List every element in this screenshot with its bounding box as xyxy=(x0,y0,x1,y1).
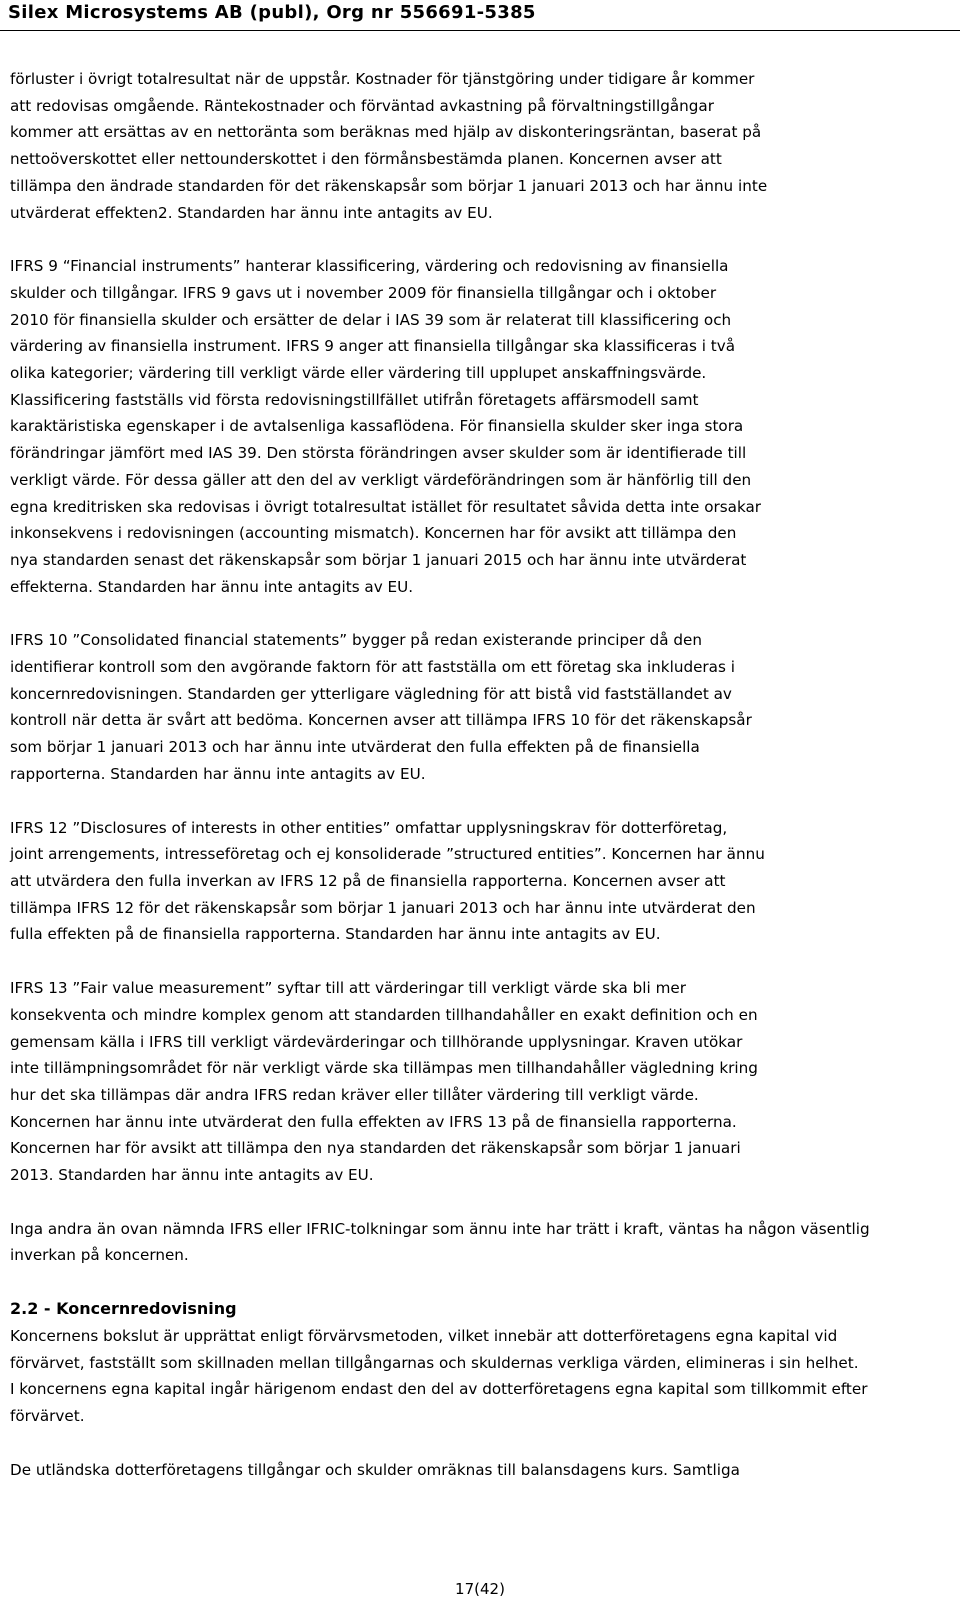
document-header: Silex Microsystems AB (publ), Org nr 556691-5385 xyxy=(8,2,536,23)
paragraph-ias19 xyxy=(10,66,955,226)
document-body xyxy=(10,66,955,1483)
text-line: verkligt värde. För dessa gäller att den del av verkligt värdeförändringen som är hänförlig till den xyxy=(10,470,752,489)
text-line: Klassificering fastställs vid första redovisningstillfället utifrån företagets affärsmodell samt xyxy=(10,390,699,409)
text-line: tillämpa den ändrade standarden för det räkenskapsår som börjar 1 januari 2013 och har ännu inte xyxy=(10,176,768,195)
text-line: förvärvet. xyxy=(10,1406,85,1425)
text-line: Koncernen har för avsikt att tillämpa den nya standarden det räkenskapsår som börjar 1 januari xyxy=(10,1139,741,1158)
text-line: fulla effekten på de finansiella rapporterna. Standarden har ännu inte antagits av EU. xyxy=(10,925,661,944)
text-line: inte tillämpningsområdet för när verkligt värde ska tillämpas men tillhandahåller vägledning kring xyxy=(10,1059,758,1078)
text-line: effekterna. Standarden har ännu inte antagits av EU. xyxy=(10,577,414,596)
page-number: 17(42) xyxy=(455,1580,505,1598)
text-line: nettoöverskottet eller nettounderskottet i den förmånsbestämda planen. Koncernen avser att xyxy=(10,150,722,169)
text-line: 2013. Standarden har ännu inte antagits av EU. xyxy=(10,1166,374,1185)
text-line: kommer att ersättas av en nettoränta som beräknas med hjälp av diskonteringsräntan, baserat på xyxy=(10,123,762,142)
text-line: förluster i övrigt totalresultat när de uppstår. Kostnader för tjänstgöring under tidigare år kommer xyxy=(10,70,755,88)
text-line: olika kategorier; värdering till verkligt värde eller värdering till upplupet anskaffningsvärde. xyxy=(10,364,707,383)
paragraph-ifrs12 xyxy=(10,815,955,949)
text-line: 2010 för finansiella skulder och ersätter de delar i IAS 39 som är relaterat till klassificering och xyxy=(10,310,732,329)
text-line: som börjar 1 januari 2013 och har ännu inte utvärderat den fulla effekten på de finansiella xyxy=(10,738,700,757)
paragraph-ifrs9 xyxy=(10,253,955,600)
text-line: inkonsekvens i redovisningen (accounting mismatch). Koncernen har för avsikt att tillämpa den xyxy=(10,524,737,543)
text-line: gemensam källa i IFRS till verkligt värdevärderingar och tillhörande upplysningar. Kraven utökar xyxy=(10,1032,743,1051)
text-line: Koncernens bokslut är upprättat enligt förvärvsmetoden, vilket innebär att dotterföretagens egna kapital vid xyxy=(10,1326,838,1345)
text-line: IFRS 13 ”Fair value measurement” syftar till att värderingar till verkligt värde ska bli mer xyxy=(10,979,686,998)
text-line: De utländska dotterföretagens tillgångar och skulder omräknas till balansdagens kurs. Samtliga xyxy=(10,1460,740,1479)
text-line: hur det ska tillämpas där andra IFRS redan kräver eller tillåter värdering till verkligt värde. xyxy=(10,1085,699,1104)
text-line: IFRS 12 ”Disclosures of interests in other entities” omfattar upplysningskrav för dotterföretag, xyxy=(10,818,728,837)
text-line: IFRS 10 ”Consolidated financial statements” bygger på redan existerande principer då den xyxy=(10,631,702,650)
header-rule xyxy=(0,30,960,31)
section-heading: 2.2 - Koncernredovisning xyxy=(10,1299,237,1319)
text-line: koncernredovisningen. Standarden ger ytterligare vägledning för att bistå vid fastställandet av xyxy=(10,684,732,703)
text-line: värdering av finansiella instrument. IFRS 9 anger att finansiella tillgångar ska klassificeras i två xyxy=(10,337,735,356)
text-line: nya standarden senast det räkenskapsår som börjar 1 januari 2015 och har ännu inte utvärderat xyxy=(10,550,747,569)
text-line: joint arrengements, intresseföretag och ej konsoliderade ”structured entities”. Koncernen har ännu xyxy=(10,845,765,864)
text-line: inverkan på koncernen. xyxy=(10,1246,189,1265)
text-line: rapporterna. Standarden har ännu inte antagits av EU. xyxy=(10,764,426,783)
text-line: skulder och tillgångar. IFRS 9 gavs ut i november 2009 för finansiella tillgångar och i oktober xyxy=(10,283,717,302)
text-line: att utvärdera den fulla inverkan av IFRS 12 på de finansiella rapporterna. Koncernen avser att xyxy=(10,871,726,890)
paragraph-ifrs10 xyxy=(10,627,955,787)
paragraph-other-ifrs xyxy=(10,1216,955,1269)
paragraph-consolidation xyxy=(10,1323,955,1430)
text-line: IFRS 9 “Financial instruments” hanterar klassificering, värdering och redovisning av finansiella xyxy=(10,257,729,276)
text-line: kontroll när detta är svårt att bedöma. Koncernen avser att tillämpa IFRS 10 för det räkenskapsår xyxy=(10,711,752,730)
paragraph-ifrs13 xyxy=(10,975,955,1189)
text-line: Inga andra än ovan nämnda IFRS eller IFRIC-tolkningar som ännu inte har trätt i kraft, väntas ha någon väsentlig xyxy=(10,1219,870,1238)
text-line: förändringar jämfört med IAS 39. Den största förändringen avser skulder som är identifierade till xyxy=(10,444,747,463)
text-line: I koncernens egna kapital ingår härigenom endast den del av dotterföretagens egna kapital som tillkommit efter xyxy=(10,1380,868,1399)
text-line: att redovisas omgående. Räntekostnader och förväntad avkastning på förvaltningstillgångar xyxy=(10,96,714,115)
text-line: egna kreditrisken ska redovisas i övrigt totalresultat istället för resultatet såvida detta inte orsakar xyxy=(10,497,762,516)
text-line: karaktäristiska egenskaper i de avtalsenliga kassaflödena. För finansiella skulder sker inga stora xyxy=(10,417,744,436)
text-line: utvärderat effekten2. Standarden har ännu inte antagits av EU. xyxy=(10,203,493,222)
text-line: Koncernen har ännu inte utvärderat den fulla effekten av IFRS 13 på de finansiella rapporterna. xyxy=(10,1112,737,1131)
text-line: förvärvet, fastställt som skillnaden mellan tillgångarnas och skuldernas verkliga värden, elimineras i sin helhet. xyxy=(10,1353,859,1372)
text-line: tillämpa IFRS 12 för det räkenskapsår som börjar 1 januari 2013 och har ännu inte utvärderat den xyxy=(10,898,756,917)
text-line: konsekventa och mindre komplex genom att standarden tillhandahåller en exakt definition och en xyxy=(10,1005,758,1024)
paragraph-foreign-subsidiaries xyxy=(10,1457,955,1484)
text-line: identifierar kontroll som den avgörande faktorn för att fastställa om ett företag ska inkluderas i xyxy=(10,658,735,677)
